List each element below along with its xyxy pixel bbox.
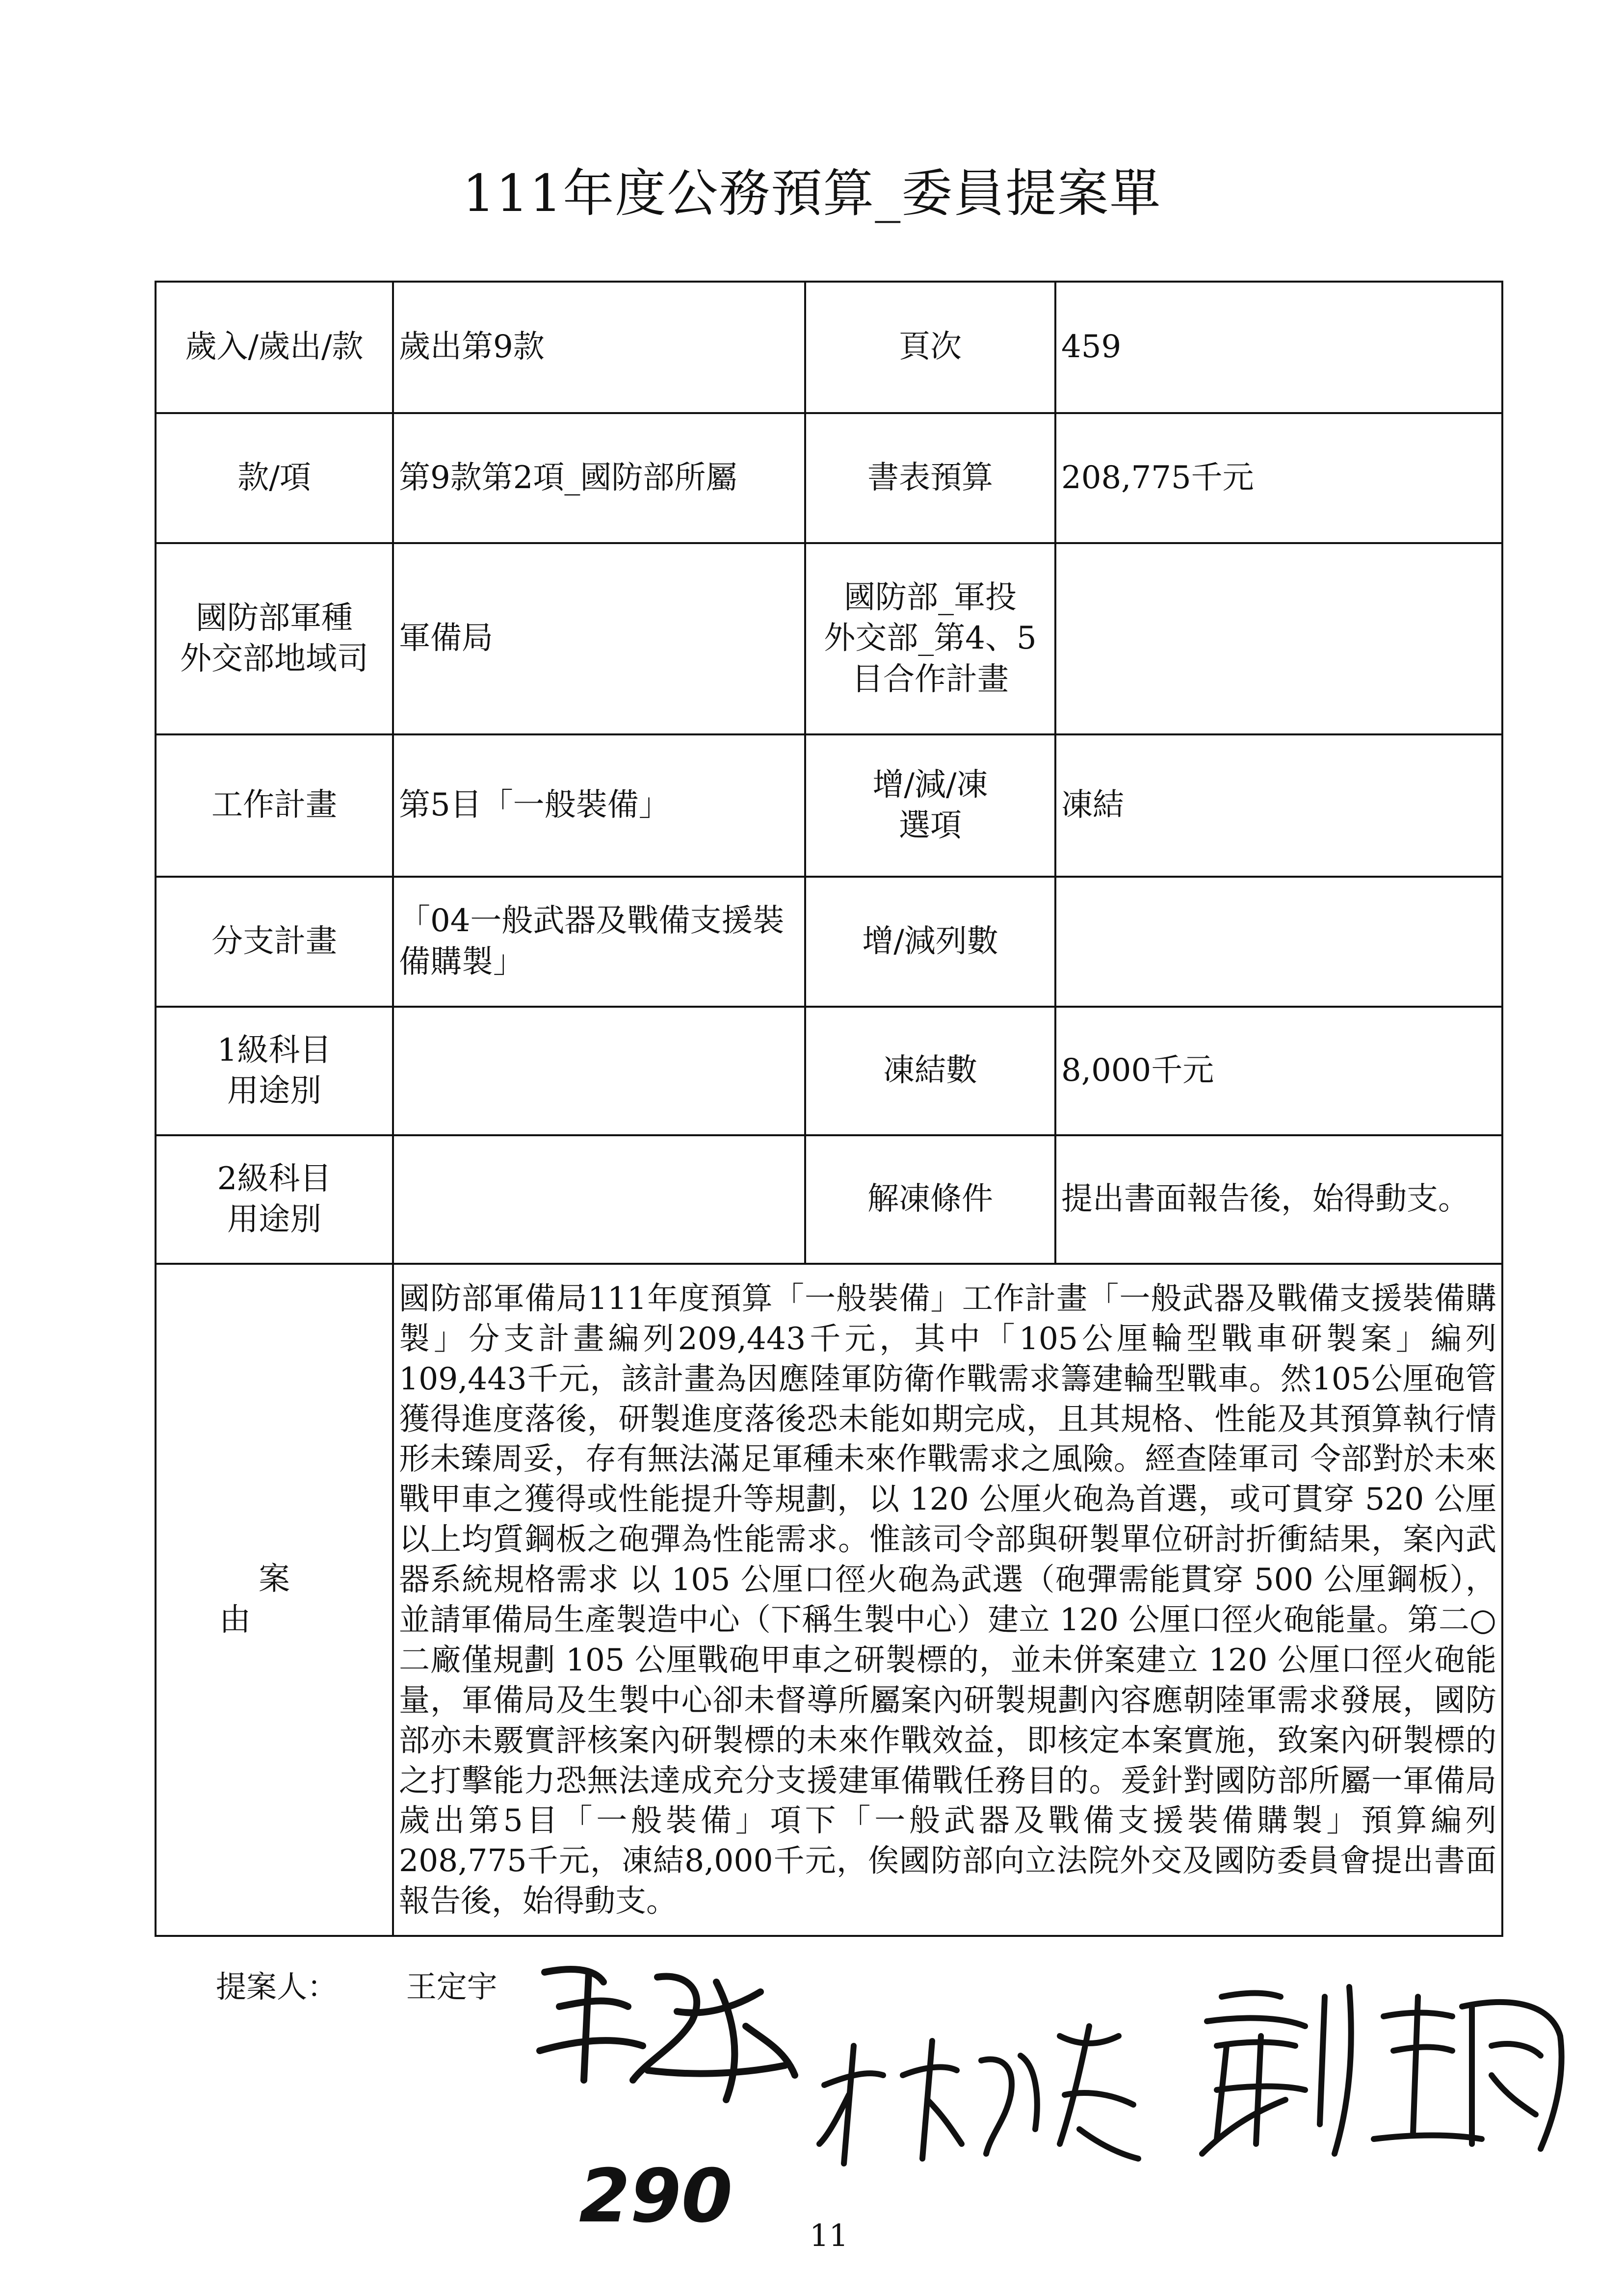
proposal-form-table [155, 281, 1503, 1937]
label-unfreeze-condition: 解凍條件 [805, 1135, 1055, 1264]
form-row-level1 [156, 1007, 1502, 1135]
label-option-line1: 增/減/凍 [872, 766, 988, 803]
value-level1 [393, 1007, 805, 1135]
value-frozen-amount: 8,000千元 [1055, 1007, 1502, 1135]
handwritten-number: 290 [579, 2154, 733, 2239]
label-cooperation-line3: 目合作計畫 [852, 661, 1009, 698]
label-cooperation-line1: 國防部_軍投 [844, 579, 1017, 616]
label-work-plan: 工作計畫 [156, 734, 393, 877]
reason-text: 國防部軍備局111年度預算「一般裝備」工作計畫「一般武器及戰備支援裝備購製」分支計畫編列209,443千元，其中「105公厘輪型戰車研製案」編列109,443千元，該計畫為因應陸軍防衛作戰需求籌建輪型戰車。然105公厘砲管獲得進度落後，研製進度落後恐未能如期完成，且其規格、性能及其預算執行情形未臻周妥，存有無法滿足軍種未來作戰需求之風險。經查陸軍司 令部對於未來戰甲車之獲得或性能提升等規劃，以 120 公厘火砲為首選，或可貫穿 520 公厘以上均質鋼板之砲彈為性能需求。惟該司令部與研製單位研討折衝結果，案內武器系統規格需求 以 105 公厘口徑火砲為武選（砲彈需能貫穿 500 公厘鋼板），並請軍備局生產製造中心（下稱生製中心）建立 120 公厘口徑火砲能量。第二○二廠僅規劃 105 公厘戰砲甲車之研製標的，並未併案建立 120 公厘口徑火砲能量，軍備局及生製中心卻未督導所屬案內研製規劃內容應朝陸軍需求發展，國防部亦未覈實評核案內研製標的未來作戰效益，即核定本案實施，致案內研製標的之打擊能力恐無法達成充分支援建軍備戰任務目的。爰針對國防部所屬一軍備局歲出第5目「一般裝備」項下「一般武器及戰備支援裝備購製」預算編列208,775千元，凍結8,000千元，俟國防部向立法院外交及國防委員會提出書面報告後，始得動支。 [393, 1264, 1502, 1936]
page-number: 11 [810, 2218, 848, 2253]
value-budget: 208,775千元 [1055, 413, 1502, 543]
label-cooperation-line2: 外交部_第4、5 [824, 620, 1037, 657]
value-unfreeze-condition: 提出書面報告後，始得動支。 [1055, 1135, 1502, 1264]
form-row-category [156, 282, 1502, 413]
label-category: 歲入/歲出/款 [156, 282, 393, 413]
label-option [805, 734, 1055, 877]
label-branch-plan: 分支計畫 [156, 877, 393, 1007]
signature-liu [1187, 1977, 1570, 2164]
proposer-line [216, 1962, 498, 2006]
value-adjust-amount [1055, 877, 1502, 1007]
label-cooperation [805, 543, 1055, 734]
proposer-label: 提案人： [216, 1969, 338, 2005]
label-level1 [156, 1007, 393, 1135]
value-work-plan: 第5目「一般裝備」 [393, 734, 805, 877]
label-page: 頁次 [805, 282, 1055, 413]
label-level1-line1: 1級科目 [217, 1032, 332, 1069]
label-item: 款/項 [156, 413, 393, 543]
value-category: 歲出第9款 [393, 282, 805, 413]
label-frozen-amount: 凍結數 [805, 1007, 1055, 1135]
label-budget: 書表預算 [805, 413, 1055, 543]
value-agency: 軍備局 [393, 543, 805, 734]
label-agency [156, 543, 393, 734]
label-agency-line1: 國防部軍種 [196, 600, 353, 636]
value-cooperation [1055, 543, 1502, 734]
value-item: 第9款第2項_國防部所屬 [393, 413, 805, 543]
proposer-name: 王定宇 [406, 1969, 498, 2005]
form-row-item [156, 413, 1502, 543]
label-level2-line2: 用途別 [227, 1201, 321, 1238]
label-adjust-amount: 增/減列數 [805, 877, 1055, 1007]
label-option-line2: 選項 [899, 808, 962, 844]
signature-wang [530, 1953, 805, 2114]
value-level2 [393, 1135, 805, 1264]
value-option: 凍結 [1055, 734, 1502, 877]
form-row-reason [156, 1264, 1502, 1936]
value-branch-plan: 「04一般武器及戰備支援裝備購製」 [393, 877, 805, 1007]
form-row-level2 [156, 1135, 1502, 1264]
label-level2-line1: 2級科目 [217, 1160, 332, 1197]
label-level1-line2: 用途別 [227, 1073, 321, 1109]
form-row-work-plan [156, 734, 1502, 877]
value-page: 459 [1055, 282, 1502, 413]
form-row-branch-plan [156, 877, 1502, 1007]
form-row-agency [156, 543, 1502, 734]
label-reason: 案由 [156, 1264, 393, 1936]
label-agency-line2: 外交部地域司 [180, 641, 368, 677]
signature-lin [805, 2016, 1148, 2173]
label-level2 [156, 1135, 393, 1264]
page-title: 111年度公務預算_委員提案單 [462, 163, 1162, 223]
